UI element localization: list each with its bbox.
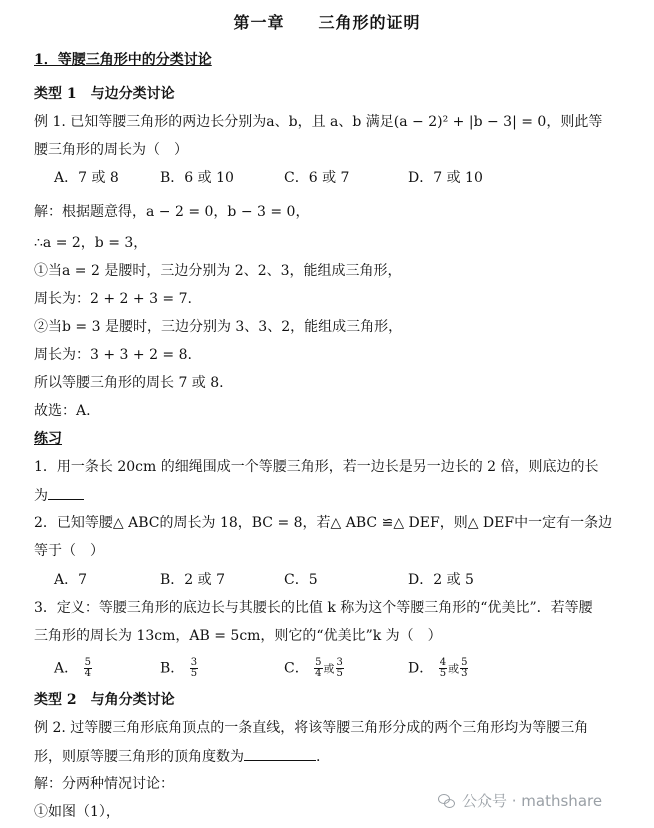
practice1-line2: 为 <box>34 485 84 506</box>
example2-line1: 例 2. 过等腰三角形底角顶点的一条直线，将该等腰三角形分成的两个三角形均为等腰三角 <box>34 720 589 736</box>
type1-heading: 类型 1 与边分类讨论 <box>34 86 175 102</box>
solution2-line1: 解：分两种情况讨论： <box>34 776 174 792</box>
fraction: $\frac{5}{4}$ <box>315 657 322 679</box>
chapter-title: 第一章 三角形的证明 <box>233 13 421 32</box>
watermark: 公众号 · mathshare <box>438 790 602 811</box>
solution1-line6: 周长为：3 + 3 + 2 = 8. <box>34 347 192 363</box>
practice3-option-b: B． $\frac{3}{5}$ <box>160 657 198 679</box>
fraction: $\frac{3}{5}$ <box>336 657 343 679</box>
practice1-line1: 1．用一条长 20cm 的细绳围成一个等腰三角形，若一边长是另一边长的 2 倍，则底边的长 <box>34 459 599 475</box>
practice2-option-b: B．2 或 7 <box>160 572 226 588</box>
example1-option-b: B．6 或 10 <box>160 170 234 186</box>
fraction: $\frac{5}{3}$ <box>461 657 468 679</box>
solution1-line7: 所以等腰三角形的周长 7 或 8. <box>34 375 224 391</box>
practice3-option-a: A． $\frac{5}{4}$ <box>54 657 91 679</box>
solution1-line2: ∴a = 2，b = 3， <box>34 235 148 251</box>
practice2-line2: 等于（ ） <box>34 543 104 559</box>
fraction: $\frac{4}{5}$ <box>439 657 447 679</box>
solution1-line1: 解：根据题意得，a − 2 = 0，b − 3 = 0， <box>34 204 310 220</box>
answer-blank <box>48 485 84 500</box>
practice2-option-a: A．7 <box>54 572 88 588</box>
practice-heading: 练习 <box>34 431 62 447</box>
solution1-line5: ②当b = 3 是腰时，三边分别为 3、3、2，能组成三角形， <box>34 319 403 335</box>
solution2-line2: ①如图（1）， <box>34 804 120 820</box>
practice3-line2: 三角形的周长为 13cm，AB = 5cm，则它的“优美比”k 为（ ） <box>34 628 442 644</box>
example1-line1: 例 1. 已知等腰三角形的两边长分别为a、b，且 a、b 满足(a − 2)² + |b − 3| = 0，则此等 <box>34 114 603 130</box>
practice2-option-c: C．5 <box>284 572 318 588</box>
example1-line2: 腰三角形的周长为（ ） <box>34 142 188 158</box>
example1-option-a: A．7 或 8 <box>54 170 119 186</box>
practice3-option-c: C． $\frac{5}{4}$ 或 $\frac{3}{5}$ <box>284 657 343 679</box>
fraction: $\frac{3}{5}$ <box>190 657 198 679</box>
practice3-line1: 3．定义：等腰三角形的底边长与其腰长的比值 k 称为这个等腰三角形的“优美比”．若等腰 <box>34 600 593 616</box>
fraction: $\frac{5}{4}$ <box>84 657 91 679</box>
example1-option-d: D．7 或 10 <box>408 170 483 186</box>
answer-blank <box>244 746 316 761</box>
section-heading: 1．等腰三角形中的分类讨论 <box>34 52 212 68</box>
example1-option-c: C．6 或 7 <box>284 170 350 186</box>
solution1-line8: 故选：A. <box>34 403 91 419</box>
wechat-icon <box>438 794 456 808</box>
practice2-option-d: D．2 或 5 <box>408 572 474 588</box>
solution1-line3: ①当a = 2 是腰时，三边分别为 2、2、3，能组成三角形， <box>34 263 402 279</box>
type2-heading: 类型 2 与角分类讨论 <box>34 692 175 708</box>
example2-line2: 形，则原等腰三角形的顶角度数为 . <box>34 746 320 767</box>
practice2-line1: 2．已知等腰△ ABC的周长为 18，BC = 8，若△ ABC ≌△ DEF，则△ DEF中一定有一条边 <box>34 515 613 531</box>
practice3-option-d: D． $\frac{4}{5}$ 或 $\frac{5}{3}$ <box>408 657 468 679</box>
solution1-line4: 周长为：2 + 2 + 3 = 7. <box>34 291 192 307</box>
